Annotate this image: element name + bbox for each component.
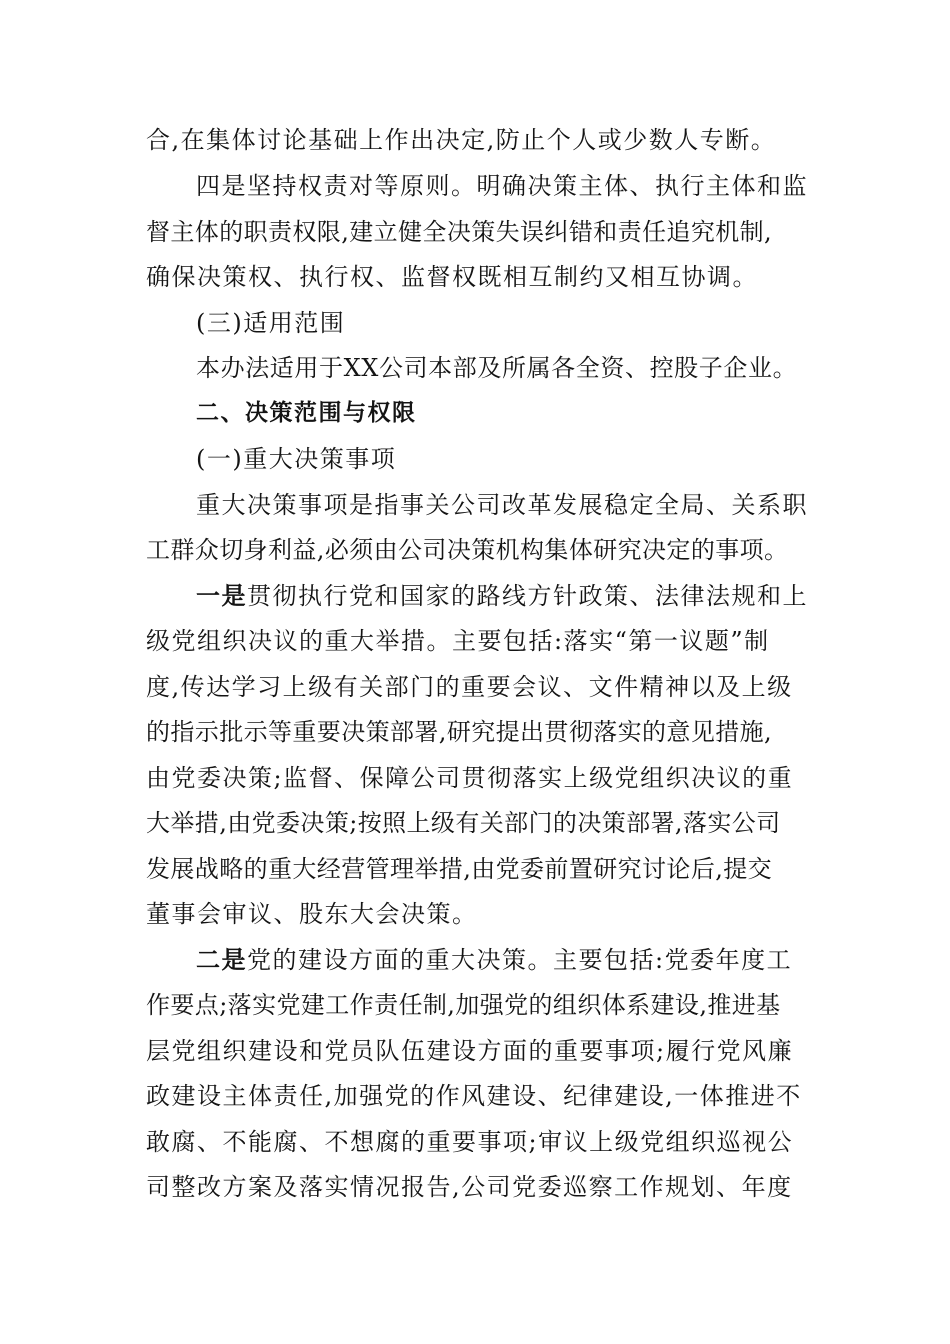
paragraph-line: 发展战略的重大经营管理举措,由党委前置研究讨论后,提交 [146, 855, 773, 883]
paragraph-line: 四是坚持权责对等原则。明确决策主体、执行主体和监 [196, 172, 808, 200]
paragraph-line [196, 948, 866, 972]
paragraph-line: 的指示批示等重要决策部署,研究提出贯彻落实的意见措施, [146, 718, 773, 746]
paragraph-text: 党的建设方面的重大决策。主要包括:党委年度工 [247, 946, 793, 974]
paragraph-line: 司整改方案及落实情况报告,公司党委巡察工作规划、年度 [146, 1173, 793, 1201]
paragraph-line: 重大决策事项是指事关公司改革发展稳定全局、关系职 [196, 491, 808, 519]
paragraph-line: 由党委决策;监督、保障公司贯彻落实上级党组织决议的重 [146, 764, 794, 792]
paragraph-line: 督主体的职责权限,建立健全决策失误纠错和责任追究机制, [146, 218, 773, 246]
paragraph-text: 贯彻执行党和国家的路线方针政策、法律法规和上 [247, 582, 808, 610]
paragraph-line: 董事会审议、股东大会决策。 [146, 900, 478, 928]
paragraph-line: 敢腐、不能腐、不想腐的重要事项;审议上级党组织巡视公 [146, 1128, 794, 1156]
paragraph-line: 合,在集体讨论基础上作出决定,防止个人或少数人专断。 [146, 126, 777, 154]
paragraph-line: 度,传达学习上级有关部门的重要会议、文件精神以及上级 [146, 673, 793, 701]
section-subtitle: (三)适用范围 [196, 309, 346, 337]
paragraph-line: 层党组织建设和党员队伍建设方面的重要事项;履行党风廉 [146, 1037, 794, 1065]
paragraph-line: 大举措,由党委决策;按照上级有关部门的决策部署,落实公司 [146, 809, 781, 837]
paragraph-line: 级党组织决议的重大举措。主要包括:落实“第一议题”制 [146, 627, 770, 655]
section-subtitle: (一)重大决策事项 [196, 445, 397, 473]
paragraph-line: 工群众切身利益,必须由公司决策机构集体研究决定的事项。 [146, 536, 789, 564]
paragraph-line: 政建设主体责任,加强党的作风建设、纪律建设,一体推进不 [146, 1082, 802, 1110]
paragraph-line: 本办法适用于XX公司本部及所属各全资、控股子企业。 [196, 354, 798, 382]
lead-label: 二是 [196, 946, 247, 974]
lead-label: 一是 [196, 582, 247, 610]
section-heading: 二、决策范围与权限 [196, 400, 417, 426]
paragraph-line [196, 584, 866, 608]
paragraph-line: 确保决策权、执行权、监督权既相互制约又相互协调。 [146, 263, 758, 291]
paragraph-line: 作要点;落实党建工作责任制,加强党的组织体系建设,推进基 [146, 991, 781, 1019]
